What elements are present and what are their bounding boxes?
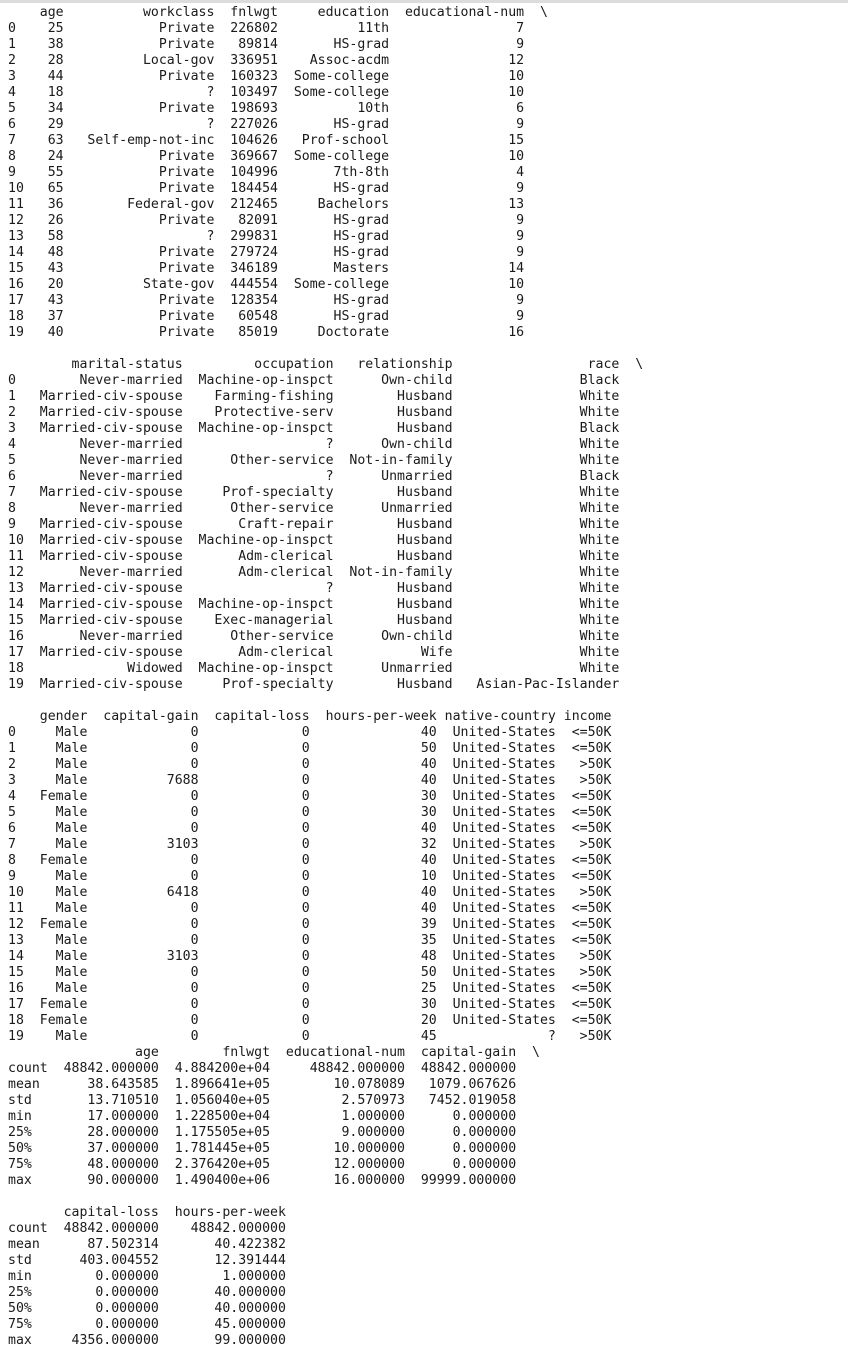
table-row: 50% 37.000000 1.781445e+05 10.000000 0.000000 [8, 1141, 517, 1156]
table-row: 3 44 Private 160323 Some-college 10 [8, 69, 525, 84]
table-header: capital-loss hours-per-week [8, 1205, 286, 1220]
table-row: 9 Male 0 0 10 United-States <=50K [8, 869, 612, 884]
table-row: 75% 0.000000 45.000000 [8, 1317, 286, 1332]
table-header: age workclass fnlwgt education educational-num \ [8, 5, 548, 20]
table-row: 19 Married-civ-spouse Prof-specialty Husband Asian-Pac-Islander [8, 677, 620, 692]
table-row: 6 Male 0 0 40 United-States <=50K [8, 821, 612, 836]
table-row: 13 Married-civ-spouse ? Husband White [8, 581, 620, 596]
table-row: 15 43 Private 346189 Masters 14 [8, 261, 525, 276]
table-row: 8 24 Private 369667 Some-college 10 [8, 149, 525, 164]
table-row: max 90.000000 1.490400e+06 16.000000 99999.000000 [8, 1173, 517, 1188]
table-row: 7 63 Self-emp-not-inc 104626 Prof-school 15 [8, 133, 525, 148]
table-row: 16 Never-married Other-service Own-child White [8, 629, 620, 644]
table-row: min 0.000000 1.000000 [8, 1269, 286, 1284]
table-row: 12 Female 0 0 39 United-States <=50K [8, 917, 612, 932]
table-row: 0 Male 0 0 40 United-States <=50K [8, 725, 612, 740]
table-row: 0 25 Private 226802 11th 7 [8, 21, 525, 36]
table-row: 14 Married-civ-spouse Machine-op-inspct Husband White [8, 597, 620, 612]
table-row: 50% 0.000000 40.000000 [8, 1301, 286, 1316]
table-row: 25% 0.000000 40.000000 [8, 1285, 286, 1300]
table-row: 13 Male 0 0 35 United-States <=50K [8, 933, 612, 948]
table-row: mean 38.643585 1.896641e+05 10.078089 1079.067626 [8, 1077, 517, 1092]
blank-line [8, 341, 643, 357]
table-row: std 13.710510 1.056040e+05 2.570973 7452.019058 [8, 1093, 517, 1108]
table-row: 14 48 Private 279724 HS-grad 9 [8, 245, 525, 260]
table-row: 4 Female 0 0 30 United-States <=50K [8, 789, 612, 804]
table-header: gender capital-gain capital-loss hours-per-week native-country income [8, 709, 612, 724]
table-row: 13 58 ? 299831 HS-grad 9 [8, 229, 525, 244]
console-output [8, 5, 643, 1349]
table-row: 11 Married-civ-spouse Adm-clerical Husband White [8, 549, 620, 564]
table-row: 1 38 Private 89814 HS-grad 9 [8, 37, 525, 52]
output-block-5 [8, 1205, 643, 1349]
table-row: 17 43 Private 128354 HS-grad 9 [8, 293, 525, 308]
table-row: 2 28 Local-gov 336951 Assoc-acdm 12 [8, 53, 525, 68]
table-row: mean 87.502314 40.422382 [8, 1237, 286, 1252]
table-row: 5 34 Private 198693 10th 6 [8, 101, 525, 116]
output-block-2 [8, 357, 643, 693]
table-row: 4 Never-married ? Own-child White [8, 437, 620, 452]
table-row: 18 Widowed Machine-op-inspct Unmarried White [8, 661, 620, 676]
top-divider [0, 0, 848, 3]
table-row: 17 Married-civ-spouse Adm-clerical Wife White [8, 645, 620, 660]
table-row: std 403.004552 12.391444 [8, 1253, 286, 1268]
table-row: 10 Male 6418 0 40 United-States >50K [8, 885, 612, 900]
table-row: 7 Male 3103 0 32 United-States >50K [8, 837, 612, 852]
table-row: 3 Male 7688 0 40 United-States >50K [8, 773, 612, 788]
table-row: 19 40 Private 85019 Doctorate 16 [8, 325, 525, 340]
output-block-1 [8, 5, 643, 341]
table-row: 12 Never-married Adm-clerical Not-in-family White [8, 565, 620, 580]
table-row: 5 Male 0 0 30 United-States <=50K [8, 805, 612, 820]
table-row: 7 Married-civ-spouse Prof-specialty Husband White [8, 485, 620, 500]
table-row: 8 Never-married Other-service Unmarried White [8, 501, 620, 516]
table-row: count 48842.000000 48842.000000 [8, 1221, 286, 1236]
table-row: 15 Male 0 0 50 United-States >50K [8, 965, 612, 980]
table-row: 9 Married-civ-spouse Craft-repair Husband White [8, 517, 620, 532]
blank-line [8, 1189, 643, 1205]
table-row: 6 Never-married ? Unmarried Black [8, 469, 620, 484]
table-row: 3 Married-civ-spouse Machine-op-inspct Husband Black [8, 421, 620, 436]
table-row: 11 Male 0 0 40 United-States <=50K [8, 901, 612, 916]
table-row: 10 Married-civ-spouse Machine-op-inspct Husband White [8, 533, 620, 548]
table-row: 2 Married-civ-spouse Protective-serv Husband White [8, 405, 620, 420]
table-row: 18 Female 0 0 20 United-States <=50K [8, 1013, 612, 1028]
table-row: 5 Never-married Other-service Not-in-family White [8, 453, 620, 468]
table-row: 19 Male 0 0 45 ? >50K [8, 1029, 612, 1044]
table-row: 4 18 ? 103497 Some-college 10 [8, 85, 525, 100]
table-header: marital-status occupation relationship race \ [8, 357, 644, 372]
table-row: count 48842.000000 4.884200e+04 48842.000000 48842.000000 [8, 1061, 517, 1076]
table-header: age fnlwgt educational-num capital-gain \ [8, 1045, 540, 1060]
table-row: 16 20 State-gov 444554 Some-college 10 [8, 277, 525, 292]
table-row: 75% 48.000000 2.376420e+05 12.000000 0.000000 [8, 1157, 517, 1172]
output-block-4 [8, 1045, 643, 1189]
table-row: 1 Male 0 0 50 United-States <=50K [8, 741, 612, 756]
table-row: 16 Male 0 0 25 United-States <=50K [8, 981, 612, 996]
table-row: 8 Female 0 0 40 United-States <=50K [8, 853, 612, 868]
table-row: 25% 28.000000 1.175505e+05 9.000000 0.000000 [8, 1125, 517, 1140]
table-row: 14 Male 3103 0 48 United-States >50K [8, 949, 612, 964]
table-row: 1 Married-civ-spouse Farming-fishing Husband White [8, 389, 620, 404]
table-row: 17 Female 0 0 30 United-States <=50K [8, 997, 612, 1012]
table-row: 15 Married-civ-spouse Exec-managerial Husband White [8, 613, 620, 628]
blank-line [8, 693, 643, 709]
table-row: 0 Never-married Machine-op-inspct Own-child Black [8, 373, 620, 388]
table-row: 12 26 Private 82091 HS-grad 9 [8, 213, 525, 228]
table-row: 18 37 Private 60548 HS-grad 9 [8, 309, 525, 324]
table-row: 6 29 ? 227026 HS-grad 9 [8, 117, 525, 132]
table-row: 9 55 Private 104996 7th-8th 4 [8, 165, 525, 180]
output-block-3 [8, 709, 643, 1045]
table-row: min 17.000000 1.228500e+04 1.000000 0.000000 [8, 1109, 517, 1124]
table-row: max 4356.000000 99.000000 [8, 1333, 286, 1348]
table-row: 10 65 Private 184454 HS-grad 9 [8, 181, 525, 196]
table-row: 11 36 Federal-gov 212465 Bachelors 13 [8, 197, 525, 212]
table-row: 2 Male 0 0 40 United-States >50K [8, 757, 612, 772]
